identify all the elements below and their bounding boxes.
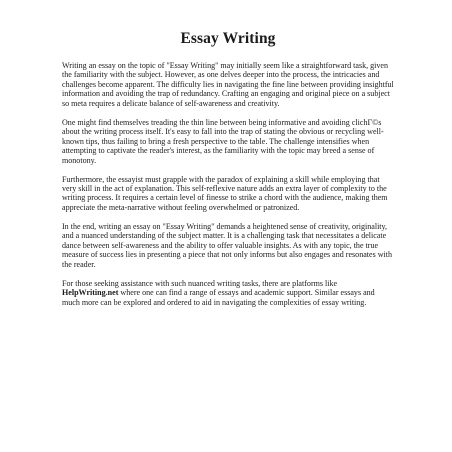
helpwriting-link[interactable]: HelpWriting.net [62, 288, 119, 298]
page-title: Essay Writing [180, 30, 276, 47]
paragraph-closing [62, 279, 394, 307]
paragraph-paradox: Furthermore, the essayist must grapple with the paradox of explaining a skill while employing that very skill in the act of explanation. This self-reflexive nature adds an extra layer of complexity to the writing process. It requires a certain level of finesse to strike a chord with the audience, making them appreciate the meta-narrative without feeling overwhelmed or patronized. [62, 174, 388, 212]
closing-text-before: For those seeking assistance with such nuanced writing tasks, there are platforms like [62, 278, 338, 288]
closing-text-after: where one can find a range of essays and academic support. Similar essays and much more can be explored and ordered to aid in navigating the complexities of essay writing. [62, 288, 375, 307]
paragraph-intro: Writing an essay on the topic of "Essay Writing" may initially seem like a straightforward task, given the familiarity with the subject. However, as one delves deeper into the process, the intricacies and challenges become apparent. The difficulty lies in navigating the fine line between providing insightful information and avoiding the trap of redundancy. Crafting an engaging and original piece on a subject so meta requires a delicate balance of self-awareness and creativity. [62, 61, 394, 108]
paragraph-conclusion: In the end, writing an essay on "Essay Writing" demands a heightened sense of creativity, originality, and a nuanced understanding of the subject matter. It is a challenging task that necessitates a delicate dance between self-awareness and the ability to offer valuable insights. As with any topic, the true measure of success lies in presenting a piece that not only informs but also engages and resonates with the reader. [62, 221, 393, 269]
paragraph-cliches: One might find themselves treading the thin line between being informative and avoiding clichГ©s about the writing process itself. It's easy to fall into the trap of stating the obvious or recycling well-known tips, thus failing to bring a fresh perspective to the table. The challenge intensifies when attempting to captivate the reader's interest, as the familiarity with the topic may breed a sense of monotony. [62, 117, 384, 165]
